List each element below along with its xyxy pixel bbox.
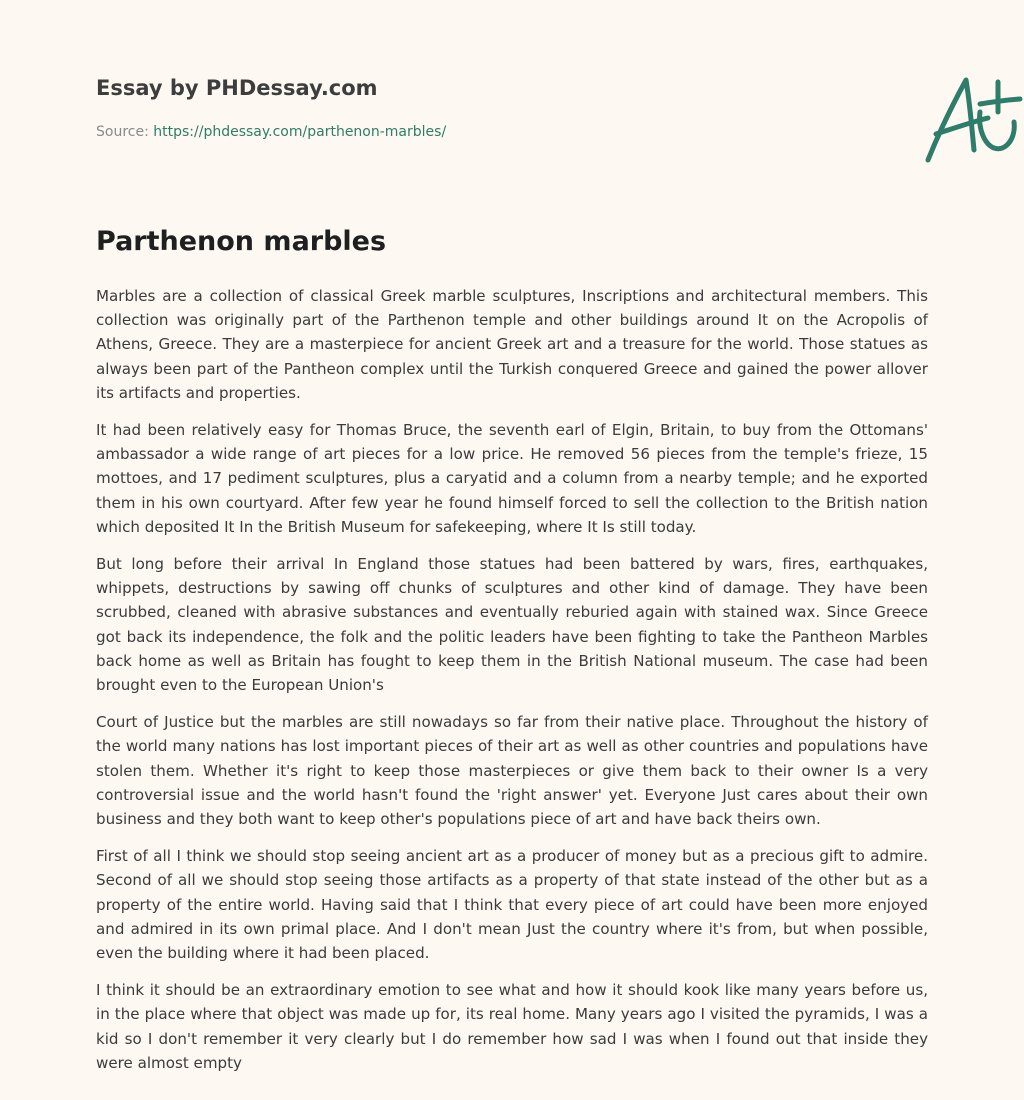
essay-body xyxy=(96,284,928,1088)
essay-paragraph: But long before their arrival In England those statues had been battered by wars, fires, earthquakes, whippets, destructions by sawing off chunks of sculptures and other kind of damage. They have been scrubbed, cleaned with abrasive substances and eventually reburied again with stained wax. Since Greece got back its independence, the folk and the politic leaders have been fighting to take the Pantheon Marbles back home as well as Britain has fought to keep them in the British National museum. The case had been brought even to the European Union's xyxy=(96,555,928,695)
essay-paragraph: I think it should be an extraordinary emotion to see what and how it should kook like many years before us, in the place where that object was made up for, its real home. Many years ago I visited the pyramids, I was a kid so I don't remember it very clearly but I do remember how sad I was when I found out that inside they were almost empty xyxy=(96,981,928,1072)
essay-paragraph: First of all I think we should stop seeing ancient art as a producer of money but as a precious gift to admire. Second of all we should stop seeing those artifacts as a property of that state instead of the other but as a property of the entire world. Having said that I think that every piece of art could have been more enjoyed and admired in its own primal place. And I don't mean Just the country where it's from, but when possible, even the building where it had been placed. xyxy=(96,847,928,963)
essay-paragraph: Marbles are a collection of classical Greek marble sculptures, Inscriptions and architectural members. This collection was originally part of the Parthenon temple and other buildings around It on the Acropolis of Athens, Greece. They are a masterpiece for ancient Greek art and a treasure for the world. Those statues as always been part of the Pantheon complex until the Turkish conquered Greece and gained the power allover its artifacts and properties. xyxy=(96,287,928,402)
essay-title: Parthenon marbles xyxy=(96,226,387,257)
source-label: Source: xyxy=(96,124,149,140)
essay-paragraph: It had been relatively easy for Thomas Bruce, the seventh earl of Elgin, Britain, to buy from the Ottomans' ambassador a wide range of art pieces for a low price. He removed 56 pieces from the temple's frieze, 15 mottoes, and 17 pediment sculptures, plus a caryatid and a column from a nearby temple; and he exported them in his own courtyard. After few year he found himself forced to sell the collection to the British nation which deposited It In the British Museum for safekeeping, where It Is still today. xyxy=(96,421,928,536)
source-link[interactable]: https://phdessay.com/parthenon-marbles/ xyxy=(153,124,447,140)
source-line xyxy=(96,124,446,140)
essay-paragraph: Court of Justice but the marbles are still nowadays so far from their native place. Throughout the history of the world many nations has lost important pieces of their art as well as other countries and populations have stolen them. Whether it's right to keep those masterpieces or give them back to their owner Is a very controversial issue and the world hasn't found the 'right answer' yet. Everyone Just cares about their own business and they both want to keep other's populations piece of art and have back theirs own. xyxy=(96,713,928,829)
a-plus-grade-logo-icon xyxy=(914,68,1024,168)
site-brand: Essay by PHDessay.com xyxy=(96,76,378,100)
